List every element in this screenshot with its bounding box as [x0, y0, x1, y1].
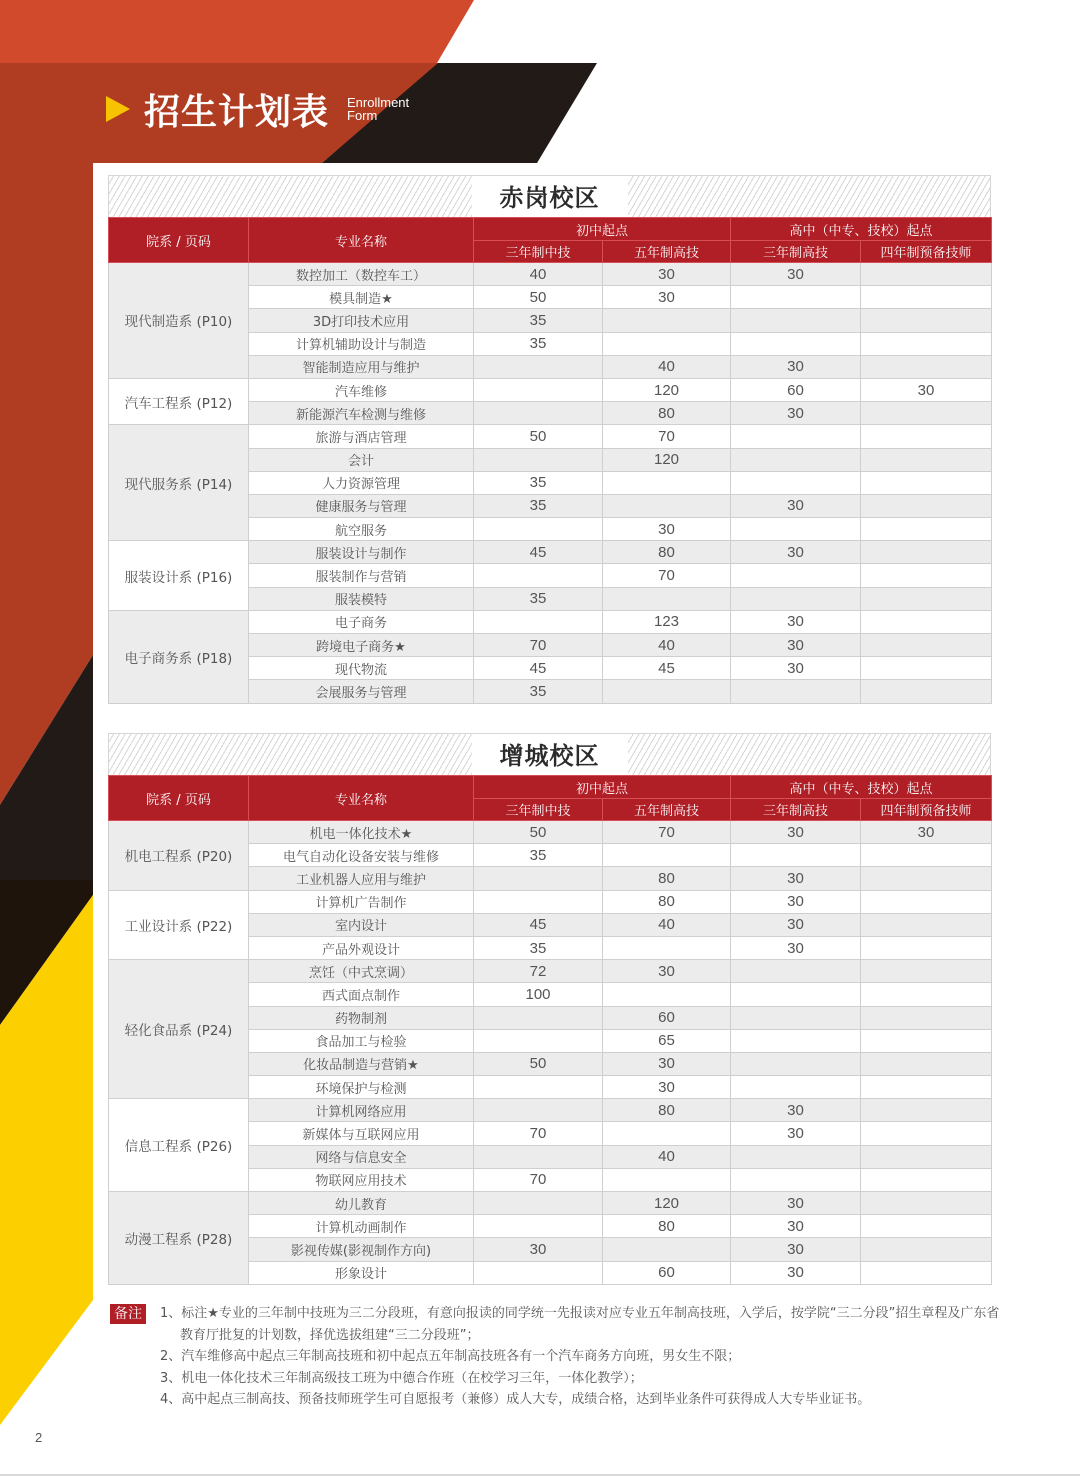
quota-cell	[861, 471, 992, 494]
major-name: 烹饪（中式烹调）	[249, 960, 474, 983]
quota-cell	[731, 1076, 861, 1099]
major-name: 化妆品制造与营销★	[249, 1052, 474, 1075]
quota-cell: 120	[603, 378, 731, 401]
page-number: 2	[35, 1430, 43, 1445]
quota-cell	[861, 1238, 992, 1261]
quota-cell	[474, 1215, 603, 1238]
dept-cell: 机电工程系 (P20)	[109, 821, 249, 891]
quota-cell: 72	[474, 960, 603, 983]
major-name: 食品加工与检验	[249, 1029, 474, 1052]
quota-cell: 30	[731, 867, 861, 890]
major-name: 新媒体与互联网应用	[249, 1122, 474, 1145]
quota-cell	[731, 564, 861, 587]
major-name: 现代物流	[249, 657, 474, 680]
quota-cell: 35	[474, 680, 603, 703]
major-name: 模具制造★	[249, 286, 474, 309]
header-col-3yr-high: 三年制高技	[731, 241, 861, 263]
quota-cell	[731, 518, 861, 541]
dept-cell: 信息工程系 (P26)	[109, 1099, 249, 1192]
quota-cell: 30	[731, 821, 861, 844]
notes-label: 备注	[110, 1304, 146, 1324]
quota-cell: 80	[603, 1215, 731, 1238]
major-name: 药物制剂	[249, 1006, 474, 1029]
notes-section	[110, 1303, 1000, 1411]
quota-cell	[861, 332, 992, 355]
major-name: 健康服务与管理	[249, 494, 474, 517]
quota-cell	[603, 844, 731, 867]
quota-cell: 35	[474, 471, 603, 494]
header-major: 专业名称	[249, 776, 474, 821]
major-name: 人力资源管理	[249, 471, 474, 494]
header-col-4yr-tech: 四年制预备技师	[861, 799, 992, 821]
quota-cell: 30	[731, 913, 861, 936]
quota-cell: 35	[474, 309, 603, 332]
quota-cell	[861, 1168, 992, 1191]
quota-cell	[731, 587, 861, 610]
major-name: 形象设计	[249, 1261, 474, 1284]
header-group-senior: 高中（中专、技校）起点	[731, 218, 992, 241]
header-col-5yr-high: 五年制高技	[603, 241, 731, 263]
quota-cell	[603, 587, 731, 610]
campus-title: 赤岗校区	[472, 176, 628, 218]
quota-cell: 30	[731, 494, 861, 517]
quota-cell: 80	[603, 541, 731, 564]
dept-cell: 汽车工程系 (P12)	[109, 378, 249, 424]
quota-cell	[731, 844, 861, 867]
quota-cell	[474, 1099, 603, 1122]
enrollment-table-zengcheng	[108, 775, 992, 1285]
quota-cell	[474, 890, 603, 913]
quota-cell	[861, 610, 992, 633]
note-item: 2、汽车维修高中起点三年制高技班和初中起点五年制高技班各有一个汽车商务方向班，男女生不限；	[160, 1349, 741, 1364]
quota-cell: 80	[603, 890, 731, 913]
quota-cell	[603, 1168, 731, 1191]
major-name: 会展服务与管理	[249, 680, 474, 703]
header-col-3yr-high: 三年制高技	[731, 799, 861, 821]
quota-cell	[731, 448, 861, 471]
dept-cell: 轻化食品系 (P24)	[109, 960, 249, 1099]
quota-cell	[861, 890, 992, 913]
quota-cell: 80	[603, 1099, 731, 1122]
quota-cell	[731, 680, 861, 703]
table-row	[109, 378, 992, 401]
quota-cell	[603, 680, 731, 703]
major-name: 西式面点制作	[249, 983, 474, 1006]
quota-cell: 35	[474, 936, 603, 959]
quota-cell: 120	[603, 448, 731, 471]
quota-cell: 50	[474, 1052, 603, 1075]
quota-cell	[731, 471, 861, 494]
quota-cell	[603, 1122, 731, 1145]
quota-cell	[861, 402, 992, 425]
quota-cell: 70	[474, 1122, 603, 1145]
major-name: 物联网应用技术	[249, 1168, 474, 1191]
table-row	[109, 610, 992, 633]
quota-cell	[474, 1076, 603, 1099]
quota-cell	[861, 1122, 992, 1145]
quota-cell	[731, 286, 861, 309]
quota-cell: 70	[603, 821, 731, 844]
quota-cell: 30	[603, 960, 731, 983]
quota-cell: 50	[474, 286, 603, 309]
quota-cell	[861, 1076, 992, 1099]
quota-cell: 30	[731, 1238, 861, 1261]
quota-cell	[861, 1145, 992, 1168]
quota-cell: 70	[603, 564, 731, 587]
quota-cell	[731, 1006, 861, 1029]
quota-cell	[861, 425, 992, 448]
major-name: 环境保护与检测	[249, 1076, 474, 1099]
major-name: 计算机辅助设计与制造	[249, 332, 474, 355]
campus-title: 增城校区	[472, 734, 628, 776]
subtitle-line-2: Form	[347, 108, 378, 123]
major-name: 室内设计	[249, 913, 474, 936]
header-col-4yr-tech: 四年制预备技师	[861, 241, 992, 263]
header-dept: 院系 / 页码	[109, 776, 249, 821]
quota-cell	[861, 634, 992, 657]
enrollment-table-chigang	[108, 217, 992, 704]
quota-cell: 30	[731, 936, 861, 959]
header-dept: 院系 / 页码	[109, 218, 249, 263]
major-name: 影视传媒(影视制作方向)	[249, 1238, 474, 1261]
note-item: 3、机电一体化技术三年制高级技工班为中德合作班（在校学习三年，一体化教学）；	[160, 1370, 643, 1386]
quota-cell: 30	[603, 1076, 731, 1099]
table-row	[109, 960, 992, 983]
quota-cell	[861, 1261, 992, 1284]
quota-cell: 40	[603, 634, 731, 657]
header-col-3yr-mid: 三年制中技	[474, 799, 603, 821]
quota-cell	[474, 448, 603, 471]
quota-cell: 65	[603, 1029, 731, 1052]
quota-cell: 45	[474, 541, 603, 564]
quota-cell: 70	[474, 1168, 603, 1191]
quota-cell: 30	[603, 286, 731, 309]
quota-cell	[474, 1006, 603, 1029]
quota-cell: 30	[731, 402, 861, 425]
quota-cell: 45	[474, 657, 603, 680]
quota-cell	[474, 1029, 603, 1052]
quota-cell	[474, 564, 603, 587]
dept-cell: 工业设计系 (P22)	[109, 890, 249, 960]
quota-cell: 45	[603, 657, 731, 680]
major-name: 计算机广告制作	[249, 890, 474, 913]
quota-cell: 30	[731, 1192, 861, 1215]
quota-cell	[731, 425, 861, 448]
dept-cell: 服装设计系 (P16)	[109, 541, 249, 611]
quota-cell: 30	[474, 1238, 603, 1261]
quota-cell	[861, 1192, 992, 1215]
major-name: 跨境电子商务★	[249, 634, 474, 657]
quota-cell: 60	[603, 1261, 731, 1284]
quota-cell	[474, 518, 603, 541]
major-name: 旅游与酒店管理	[249, 425, 474, 448]
quota-cell	[861, 1052, 992, 1075]
quota-cell: 40	[603, 355, 731, 378]
quota-cell	[731, 983, 861, 1006]
quota-cell: 40	[603, 1145, 731, 1168]
quota-cell: 30	[731, 657, 861, 680]
quota-cell: 35	[474, 587, 603, 610]
quota-cell	[474, 867, 603, 890]
quota-cell: 30	[731, 1215, 861, 1238]
major-name: 工业机器人应用与维护	[249, 867, 474, 890]
quota-cell: 30	[603, 1052, 731, 1075]
quota-cell	[861, 657, 992, 680]
table-row	[109, 821, 992, 844]
quota-cell: 30	[731, 610, 861, 633]
note-item: 1、标注★专业的三年制中技班为三二分段班，有意向报读的同学统一先报读对应专业五年制高技班，入学后，按学院“三二分段”招生章程及广东省教育厅批复的计划数，择优选拔组建“三二分段班”；	[160, 1306, 1000, 1343]
major-name: 机电一体化技术★	[249, 821, 474, 844]
header-col-3yr-mid: 三年制中技	[474, 241, 603, 263]
quota-cell	[861, 448, 992, 471]
quota-cell: 40	[603, 913, 731, 936]
page-header	[106, 84, 409, 134]
table-row	[109, 1099, 992, 1122]
quota-cell: 50	[474, 425, 603, 448]
major-name: 幼儿教育	[249, 1192, 474, 1215]
header-major: 专业名称	[249, 218, 474, 263]
quota-cell	[861, 263, 992, 286]
play-arrow-icon	[106, 96, 130, 122]
quota-cell	[474, 355, 603, 378]
quota-cell: 120	[603, 1192, 731, 1215]
quota-cell: 30	[731, 355, 861, 378]
header-group-junior: 初中起点	[474, 218, 731, 241]
quota-cell	[603, 494, 731, 517]
quota-cell: 30	[731, 1122, 861, 1145]
major-name: 产品外观设计	[249, 936, 474, 959]
quota-cell: 70	[603, 425, 731, 448]
quota-cell: 30	[731, 263, 861, 286]
quota-cell	[731, 332, 861, 355]
quota-cell	[861, 867, 992, 890]
table-row	[109, 890, 992, 913]
quota-cell: 50	[474, 821, 603, 844]
page-subtitle	[347, 96, 409, 122]
quota-cell	[731, 1052, 861, 1075]
quota-cell	[861, 541, 992, 564]
quota-cell	[731, 1145, 861, 1168]
major-name: 3D打印技术应用	[249, 309, 474, 332]
quota-cell	[731, 1029, 861, 1052]
quota-cell	[603, 936, 731, 959]
quota-cell: 30	[731, 634, 861, 657]
quota-cell: 45	[474, 913, 603, 936]
quota-cell	[861, 286, 992, 309]
dept-cell: 现代服务系 (P14)	[109, 425, 249, 541]
quota-cell: 30	[603, 518, 731, 541]
quota-cell	[861, 844, 992, 867]
table-row	[109, 541, 992, 564]
quota-cell: 35	[474, 494, 603, 517]
major-name: 计算机动画制作	[249, 1215, 474, 1238]
campus-title-bar-chigang	[108, 175, 991, 217]
quota-cell	[861, 983, 992, 1006]
quota-cell: 30	[731, 890, 861, 913]
quota-cell	[474, 378, 603, 401]
quota-cell	[861, 1215, 992, 1238]
quota-cell	[861, 494, 992, 517]
quota-cell	[603, 332, 731, 355]
quota-cell: 30	[603, 263, 731, 286]
quota-cell: 70	[474, 634, 603, 657]
quota-cell: 30	[731, 541, 861, 564]
quota-cell	[603, 983, 731, 1006]
quota-cell	[731, 309, 861, 332]
dept-cell: 现代制造系 (P10)	[109, 263, 249, 379]
major-name: 服装设计与制作	[249, 541, 474, 564]
quota-cell	[861, 1006, 992, 1029]
quota-cell	[861, 913, 992, 936]
table-row	[109, 263, 992, 286]
major-name: 服装制作与营销	[249, 564, 474, 587]
quota-cell: 100	[474, 983, 603, 1006]
notes-list	[160, 1303, 1000, 1411]
dept-cell: 电子商务系 (P18)	[109, 610, 249, 703]
quota-cell: 30	[861, 821, 992, 844]
quota-cell	[861, 587, 992, 610]
quota-cell	[861, 309, 992, 332]
quota-cell	[861, 355, 992, 378]
quota-cell	[861, 518, 992, 541]
major-name: 电气自动化设备安装与维修	[249, 844, 474, 867]
quota-cell	[474, 1261, 603, 1284]
quota-cell	[474, 1145, 603, 1168]
quota-cell	[603, 471, 731, 494]
major-name: 服装模特	[249, 587, 474, 610]
quota-cell: 80	[603, 867, 731, 890]
quota-cell: 60	[731, 378, 861, 401]
quota-cell: 40	[474, 263, 603, 286]
quota-cell: 35	[474, 844, 603, 867]
major-name: 电子商务	[249, 610, 474, 633]
table-row	[109, 1192, 992, 1215]
quota-cell: 80	[603, 402, 731, 425]
quota-cell: 30	[731, 1261, 861, 1284]
quota-cell	[603, 1238, 731, 1261]
quota-cell: 30	[731, 1099, 861, 1122]
campus-title-bar-zengcheng	[108, 733, 991, 775]
quota-cell	[861, 680, 992, 703]
major-name: 计算机网络应用	[249, 1099, 474, 1122]
major-name: 汽车维修	[249, 378, 474, 401]
quota-cell	[861, 960, 992, 983]
major-name: 网络与信息安全	[249, 1145, 474, 1168]
note-item: 4、高中起点三制高技、预备技师班学生可自愿报考（兼修）成人大专，成绩合格，达到毕业条件可获得成人大专毕业证书。	[160, 1392, 871, 1407]
major-name: 新能源汽车检测与维修	[249, 402, 474, 425]
header-col-5yr-high: 五年制高技	[603, 799, 731, 821]
major-name: 航空服务	[249, 518, 474, 541]
dept-cell: 动漫工程系 (P28)	[109, 1192, 249, 1285]
table-row	[109, 425, 992, 448]
major-name: 会计	[249, 448, 474, 471]
quota-cell: 30	[861, 378, 992, 401]
quota-cell	[474, 1192, 603, 1215]
quota-cell	[474, 402, 603, 425]
quota-cell	[603, 309, 731, 332]
major-name: 数控加工（数控车工）	[249, 263, 474, 286]
quota-cell	[731, 1168, 861, 1191]
header-group-junior: 初中起点	[474, 776, 731, 799]
quota-cell	[474, 610, 603, 633]
quota-cell	[861, 936, 992, 959]
major-name: 智能制造应用与维护	[249, 355, 474, 378]
quota-cell: 35	[474, 332, 603, 355]
page-title: 招生计划表	[144, 91, 330, 133]
header-group-senior: 高中（中专、技校）起点	[731, 776, 992, 799]
quota-cell: 123	[603, 610, 731, 633]
subtitle-line-1: Enrollment	[347, 95, 410, 110]
quota-cell	[861, 564, 992, 587]
quota-cell	[731, 960, 861, 983]
quota-cell	[861, 1029, 992, 1052]
quota-cell	[861, 1099, 992, 1122]
quota-cell: 60	[603, 1006, 731, 1029]
